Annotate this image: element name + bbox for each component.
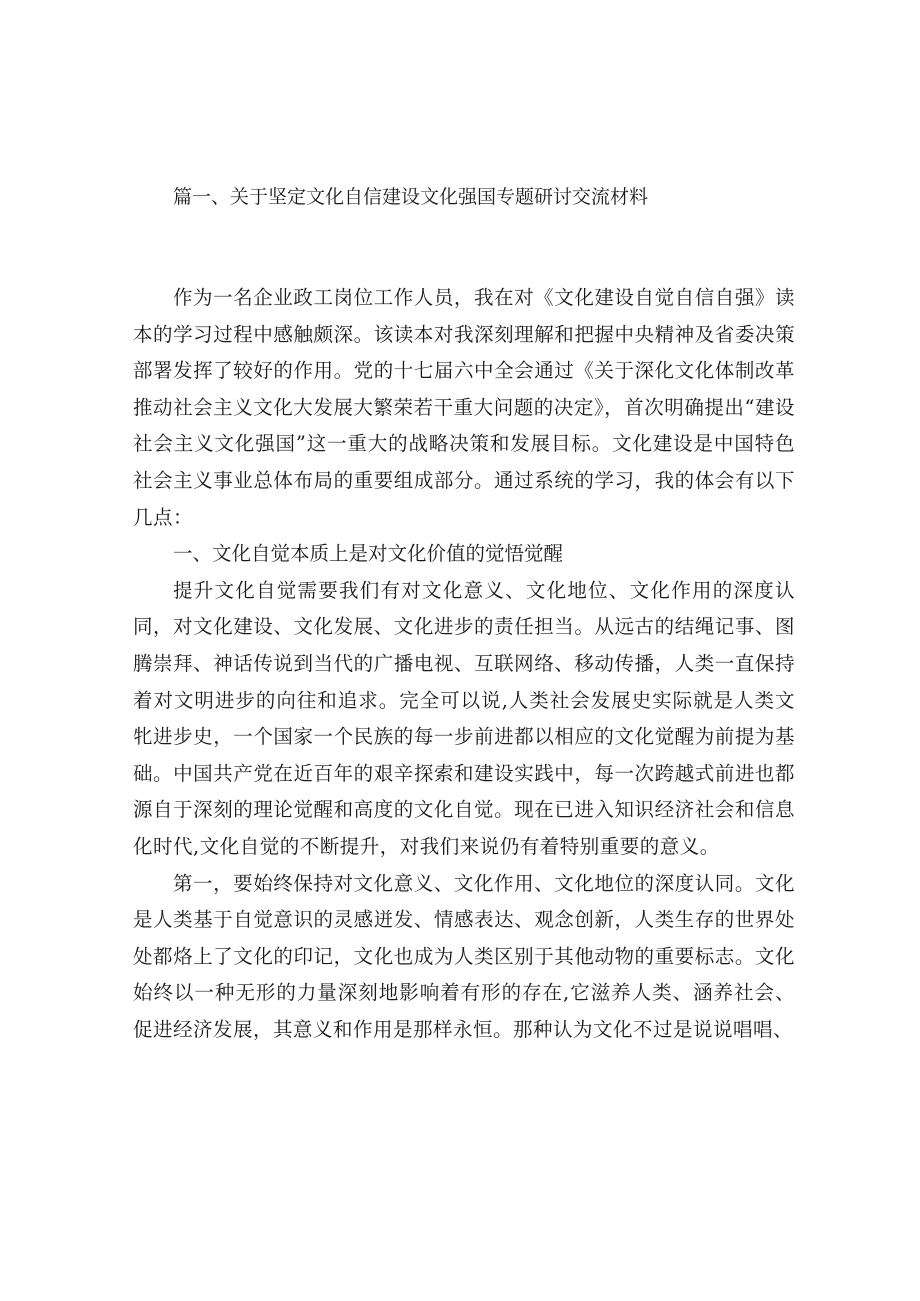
document-title: 篇一、关于坚定文化自信建设文化强国专题研讨交流材料 (173, 186, 649, 208)
paragraph-intro: 作为一名企业政工岗位工作人员，我在对《文化建设自觉自信自强》读本的学习过程中感触颇深。该读本对我深刻理解和把握中央精神及省委决策部署发挥了较好的作用。党的十七届六中全会通过《关于深化文化体制改革推动社会主义文化大发展大繁荣若干重大问题的决定》，首次明确提出“建设社会主义文化强国”这一重大的战略决策和发展目标。文化建设是中国特色社会主义事业总体布局的重要组成部分。通过系统的学习，我的体会有以下几点： (133, 286, 795, 529)
document-body (133, 280, 795, 1048)
paragraph-cultural-awareness: 提升文化自觉需要我们有对文化意义、文化地位、文化作用的深度认同，对文化建设、文化发展、文化进步的责任担当。从远古的结绳记事、图腾崇拜、神话传说到当代的广播电视、互联网络、移动传播，人类一直保持着对文明进步的向往和追求。完全可以说,人类社会发展史实际就是人类文牝进步史，一个国家一个民族的每一步前进都以相应的文化觉醒为前提为基础。中国共产党在近百年的艰辛探索和建设实践中，每一次跨越式前进也都源自于深刻的理论觉醒和高度的文化自觉。现在已进入知识经济社会和信息化时代,文化自觉的不断提升，对我们来说仍有着特别重要的意义。 (133, 578, 795, 858)
paragraph-first-point: 第一，要始终保持对文化意义、文化作用、文化地位的深度认同。文化是人类基于自觉意识的灵感迸发、情感表达、观念创新，人类生存的世界处处都烙上了文化的印记，文化也成为人类区别于其他动物的重要标志。文化始终以一种无形的力量深刻地影响着有形的存在,它滋养人类、涵养社会、促进经济发展，其意义和作用是那样永恒。那种认为文化不过是说说唱唱、 (133, 871, 795, 1041)
section-heading-1: 一、文化自觉本质上是对文化价值的觉悟觉醒 (172, 542, 563, 566)
